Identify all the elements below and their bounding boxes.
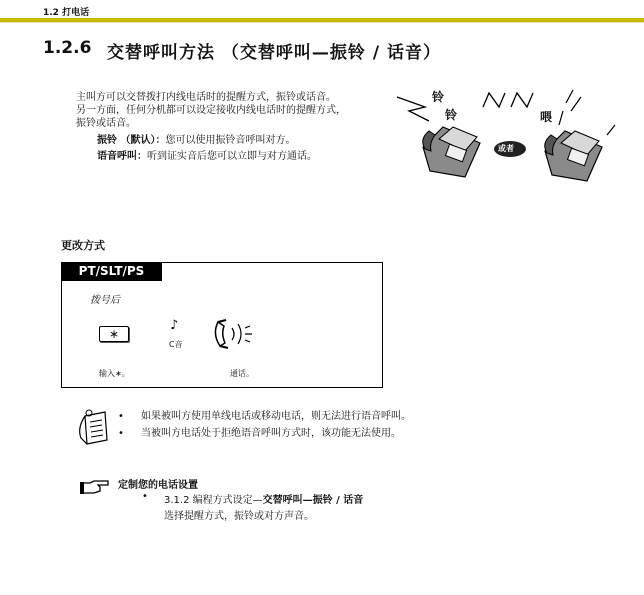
left-phone-icon	[423, 127, 480, 177]
note-bullet-2: •	[118, 428, 124, 439]
customize-ref-link: 交替呼叫—振铃 / 话音	[262, 495, 364, 506]
note-bullet-1: •	[118, 411, 124, 422]
right-phone-icon	[545, 131, 602, 181]
pointing-hand-icon	[80, 479, 110, 495]
customize-title: 定制您的电话设置	[118, 480, 198, 491]
intro-line-2: 另一方面，任何分机都可以设定接收内线电话时的提醒方式，	[76, 105, 346, 116]
intro-line-3: 振铃或话音。	[76, 118, 136, 129]
customize-bullet: •	[142, 491, 148, 502]
or-badge-label: 或者	[498, 144, 514, 153]
intro-line-1: 主叫方可以交替拨打内线电话时的提醒方式，振铃或话音。	[76, 92, 336, 103]
customize-reference	[164, 491, 363, 506]
note-1: 如果被叫方使用单线电话或移动电话，则无法进行语音呼叫。	[141, 411, 411, 422]
section-title: 交替呼叫方法 （交替呼叫—振铃 / 话音）	[107, 43, 441, 63]
ring-lightning-icon	[397, 97, 429, 121]
voice-definition	[97, 150, 317, 164]
ring-term: 振铃 （默认）：	[97, 135, 166, 146]
voice-term: 语音呼叫：	[97, 151, 147, 162]
ring-char-1: 铃	[432, 90, 445, 104]
ring-description: 您可以使用振铃音呼叫对方。	[165, 135, 296, 146]
device-tab: PT/SLT/PS	[61, 262, 162, 281]
after-dial-label: 拨号后	[90, 295, 120, 306]
zigzag-icon	[483, 93, 505, 107]
hello-char: 喂	[540, 110, 553, 124]
ring-definition	[97, 134, 295, 148]
ring-char-2: 铃	[445, 108, 458, 122]
header-section-label: 1.2 打电话	[43, 8, 90, 18]
voice-description: 听到证实音后您可以立即与对方通话。	[147, 151, 317, 162]
tone-label: C音	[169, 340, 183, 349]
customize-ref-prefix: 3.1.2 编程方式设定—	[164, 495, 263, 506]
customize-description: 选择提醒方式，振铃或对方声音。	[164, 511, 314, 522]
phone-illustration	[395, 85, 620, 190]
caption-talk: 通话。	[230, 369, 254, 378]
header-rule-shadow	[0, 22, 644, 23]
section-number: 1.2.6	[43, 38, 92, 58]
caption-enter-star: 输入∗。	[99, 369, 130, 378]
handset-talk-icon	[212, 318, 260, 352]
change-method-label: 更改方式	[61, 239, 105, 252]
note-2: 当被叫方电话处于拒绝语音呼叫方式时，该功能无法使用。	[141, 428, 401, 439]
music-note-icon: ♪	[170, 318, 179, 333]
star-key: ∗	[99, 326, 129, 342]
note-icon	[75, 408, 111, 448]
